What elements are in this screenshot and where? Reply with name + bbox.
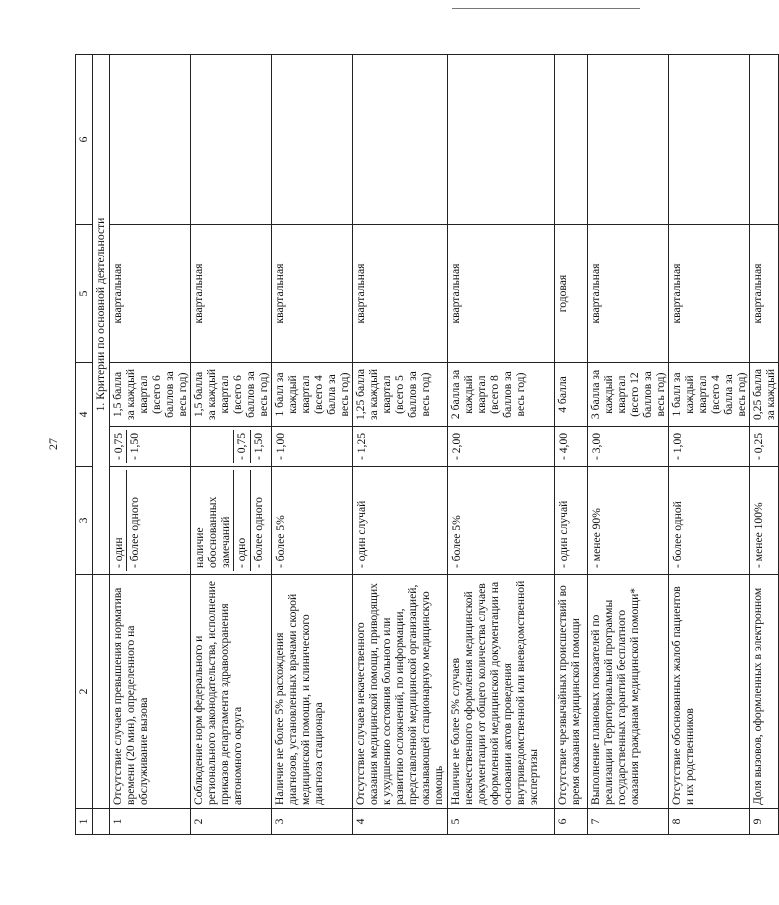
row-number: 8 xyxy=(669,809,750,835)
deduction-cell xyxy=(110,427,191,467)
criterion-text: Отсутствие случаев превышения норматива времени (20 мин), определенного на обслуживание вызова xyxy=(110,575,191,809)
score-text: 1 балл за каждый квартал (всего 4 балла за весь год) xyxy=(669,362,750,426)
period-text: годовая xyxy=(555,224,588,362)
row-number: 5 xyxy=(448,809,555,835)
deduction-value: - 0,25 xyxy=(752,432,765,460)
deduction-cell xyxy=(555,427,588,467)
blank-margin-cell xyxy=(191,54,272,224)
row-number: 6 xyxy=(555,809,588,835)
deduction-value: - 1,25 xyxy=(355,432,368,460)
blank-margin-cell xyxy=(588,54,669,224)
condition-cell xyxy=(272,467,353,575)
row-number: 1 xyxy=(110,809,191,835)
score-text: 1 балл за каждый квартал (всего 4 балла за весь год) xyxy=(272,362,353,426)
deduction-cell xyxy=(750,427,779,467)
deduction-value: - 1,00 xyxy=(671,432,684,460)
deduction-value: - 4,00 xyxy=(557,432,570,460)
table-row xyxy=(353,54,448,834)
row-number: 3 xyxy=(272,809,353,835)
condition-text: - один случай xyxy=(355,500,368,568)
table-row xyxy=(669,54,750,834)
blank-margin-cell xyxy=(669,54,750,224)
condition-text: - менее 100% xyxy=(752,502,765,568)
period-text: квартальная xyxy=(353,224,448,362)
column-number: 5 xyxy=(76,224,93,362)
condition-cell xyxy=(669,467,750,575)
criterion-text: Отсутствие чрезвычайных происшествий во время оказания медицинской помощи xyxy=(555,575,588,809)
deduction-value: - 1,50 xyxy=(126,430,143,463)
condition-cell xyxy=(353,467,448,575)
column-number: 3 xyxy=(76,467,93,575)
deduction-value: - 1,00 xyxy=(274,432,287,460)
deduction-value: - 2,00 xyxy=(450,432,463,460)
period-text: квартальная xyxy=(669,224,750,362)
period-text: квартальная xyxy=(272,224,353,362)
condition-cell xyxy=(750,467,779,575)
deduction-cell xyxy=(191,427,272,467)
condition-cell xyxy=(110,467,191,575)
score-text: 1,5 балла за каждый квартал (всего 6 баллов за весь год) xyxy=(110,362,191,426)
table-row xyxy=(191,54,272,834)
score-text: 1,25 балла за каждый квартал (всего 5 баллов за весь год) xyxy=(353,362,448,426)
table-row xyxy=(555,54,588,834)
page-number: 27 xyxy=(46,438,60,450)
criterion-text: Наличие не более 5% расхождения диагнозов, установленных врачами скорой медицинской помощи, и клинического диагноза стационара xyxy=(272,575,353,809)
row-number: 7 xyxy=(588,809,669,835)
table-row xyxy=(272,54,353,834)
deduction-value: - 1,50 xyxy=(250,430,267,463)
condition-text: - более 5% xyxy=(450,515,463,568)
condition-text: - менее 90% xyxy=(590,508,603,568)
condition-text: - более одного xyxy=(126,470,143,571)
condition-cell xyxy=(191,467,272,575)
score-text: 0,25 балла за каждый xyxy=(750,362,779,426)
blank-margin-cell xyxy=(555,54,588,224)
rotated-page xyxy=(75,55,777,835)
condition-cell xyxy=(588,467,669,575)
deduction-cell xyxy=(353,427,448,467)
blank-margin-cell xyxy=(750,54,779,224)
row-number: 9 xyxy=(750,809,779,835)
criterion-text: Доля вызовов, оформленных в электронном xyxy=(750,575,779,809)
period-text: квартальная xyxy=(110,224,191,362)
deduction-value: - 0,75 xyxy=(233,430,250,463)
condition-cell xyxy=(555,467,588,575)
table-row xyxy=(588,54,669,834)
condition-text: - один случай xyxy=(557,500,570,568)
deduction-value: - 0,75 xyxy=(112,432,125,460)
criterion-text: Отсутствие случаев некачественного оказания медицинской помощи, приводящих к ухудшению состояния больного или развитию осложнений, по информации, представленной медицинской организацией, оказывающей стационарную медицинскую помощь xyxy=(353,575,448,809)
period-text: квартальная xyxy=(750,224,779,362)
score-text: 1,5 балла за каждый квартал (всего 6 баллов за весь год) xyxy=(191,362,272,426)
section-empty-cell xyxy=(93,809,110,835)
deduction-cell xyxy=(669,427,750,467)
criteria-table xyxy=(75,54,779,835)
section-title: 1. Критерии по основной деятельности xyxy=(93,54,110,574)
row-number: 4 xyxy=(353,809,448,835)
table-row xyxy=(750,54,779,834)
table-row xyxy=(110,54,191,834)
section-empty-cell xyxy=(93,575,110,809)
column-number: 6 xyxy=(76,54,93,224)
blank-margin-cell xyxy=(110,54,191,224)
blank-margin-cell xyxy=(272,54,353,224)
period-text: квартальная xyxy=(588,224,669,362)
column-number: 1 xyxy=(76,809,93,835)
top-rule xyxy=(452,8,640,9)
score-text: 2 балла за каждый квартал (всего 8 баллов за весь год) xyxy=(448,362,555,426)
deduction-cell xyxy=(448,427,555,467)
condition-text: - более одной xyxy=(671,501,684,568)
column-number: 4 xyxy=(76,362,93,466)
deduction-cell xyxy=(272,427,353,467)
deduction-cell xyxy=(588,427,669,467)
criteria-table-body xyxy=(76,54,779,834)
blank-margin-cell xyxy=(448,54,555,224)
condition-text: - более одного xyxy=(250,470,267,571)
deduction-value xyxy=(192,430,233,463)
table-row xyxy=(448,54,555,834)
criterion-text: Отсутствие обоснованных жалоб пациентов и их родственников xyxy=(669,575,750,809)
condition-text: - один xyxy=(112,537,125,568)
criterion-text: Соблюдение норм федерального и регионального законодательства, исполнение приказов департамента здравоохранения автономного округа xyxy=(191,575,272,809)
condition-text: - более 5% xyxy=(274,515,287,568)
condition-text: наличие обоснованных замечаний xyxy=(193,496,232,568)
period-text: квартальная xyxy=(191,224,272,362)
column-number-row xyxy=(76,54,93,834)
section-row xyxy=(93,54,110,834)
blank-margin-cell xyxy=(353,54,448,224)
score-text: 4 балла xyxy=(555,362,588,426)
criterion-text: Выполнение плановых показателей по реализации Территориальной программы государственных гарантий бесплатного оказания гражданам медицинской помощи* xyxy=(588,575,669,809)
deduction-value: - 3,00 xyxy=(590,432,603,460)
column-number: 2 xyxy=(76,575,93,809)
condition-text: - одно xyxy=(233,470,250,571)
criterion-text: Наличие не более 5% случаев некачественного оформления медицинской документации от общего количества случаев оформленной медицинской документации на основании актов проведения внутриведомственной или вневедомственной экспертизы xyxy=(448,575,555,809)
score-text: 3 балла за каждый квартал (всего 12 баллов за весь год) xyxy=(588,362,669,426)
period-text: квартальная xyxy=(448,224,555,362)
condition-cell xyxy=(448,467,555,575)
row-number: 2 xyxy=(191,809,272,835)
